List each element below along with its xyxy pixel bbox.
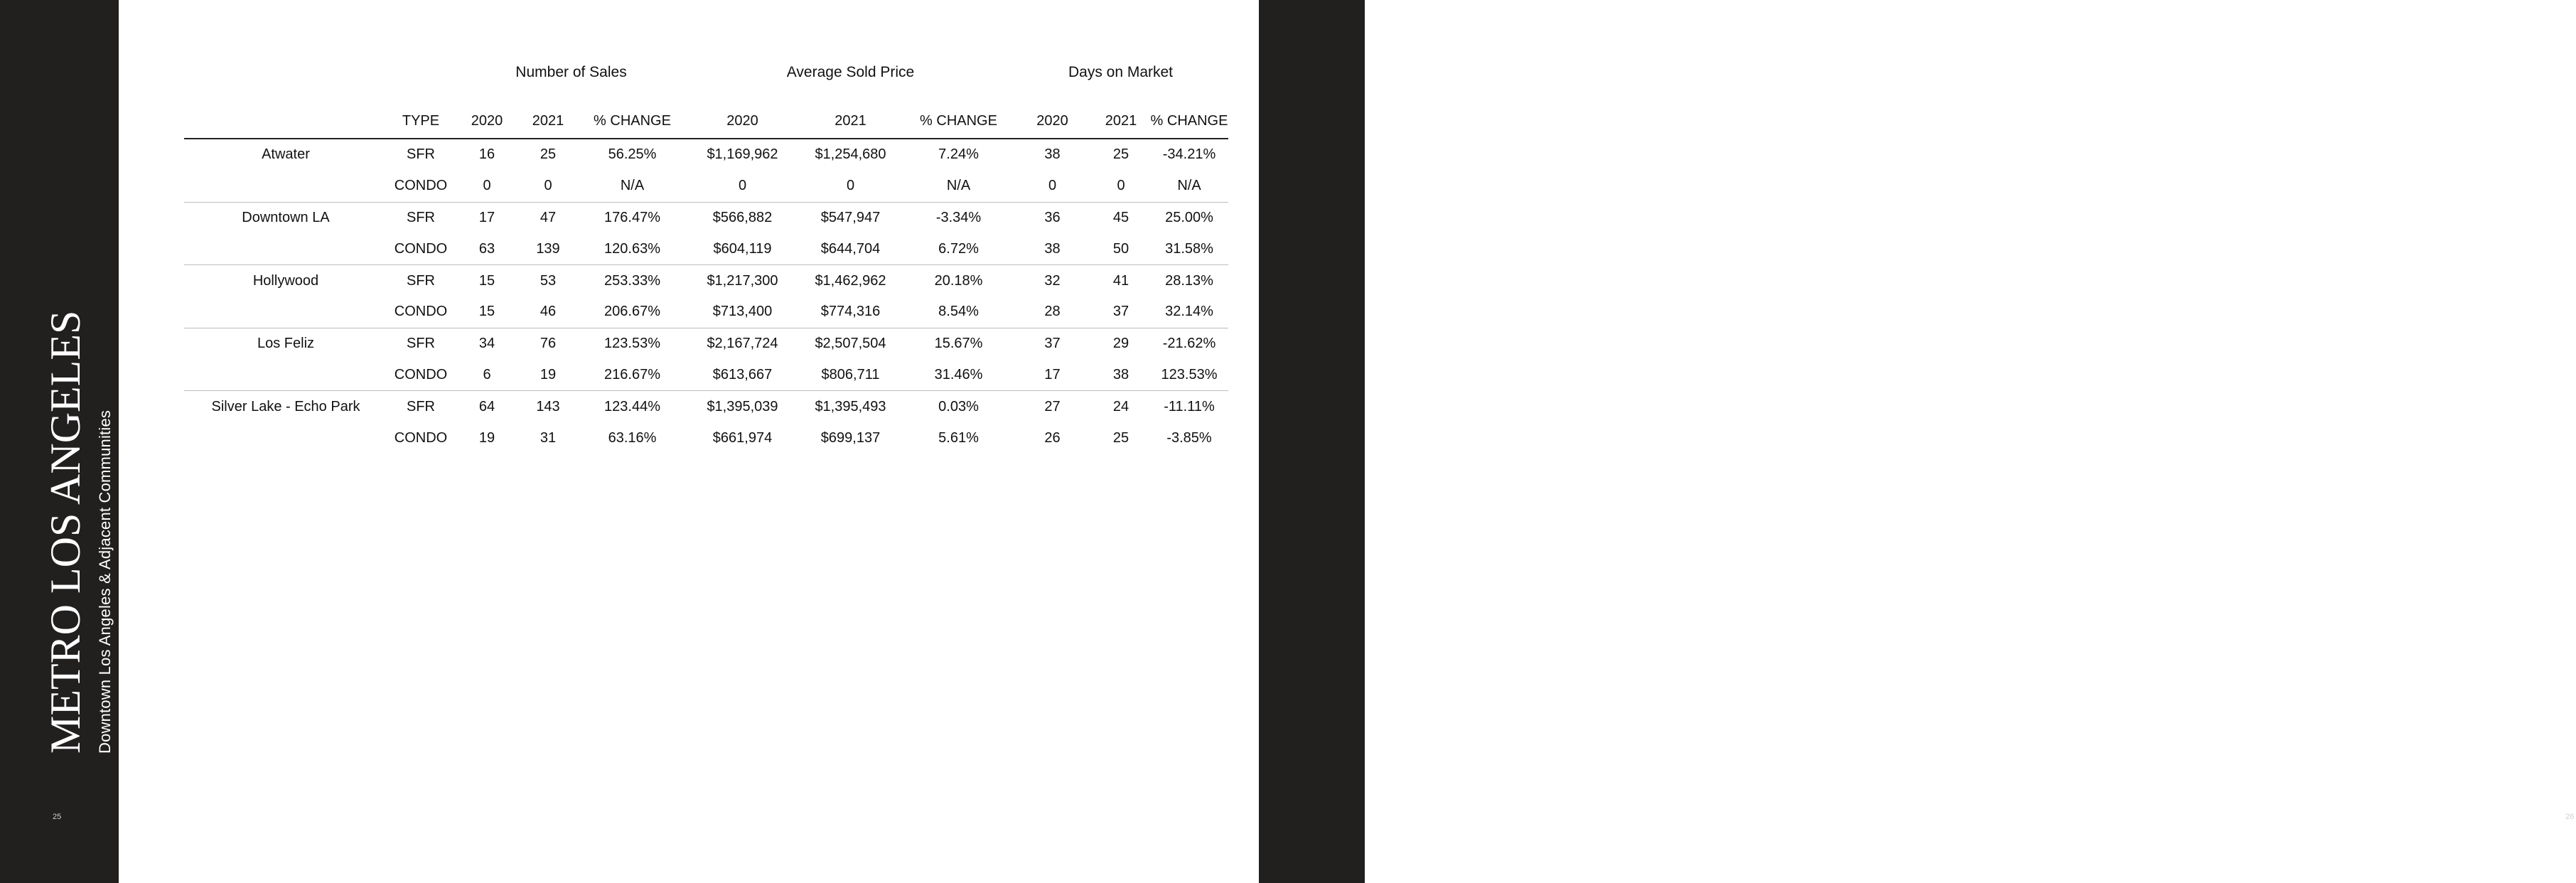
dom-2021: 37 [1112,304,1129,320]
dom-2020: 17 [1044,366,1061,382]
sales-change: 253.33% [576,265,688,296]
property-type: SFR [387,391,454,422]
sales-change: 123.53% [576,328,688,359]
price-2020: $713,400 [712,304,773,320]
table-row-downtown-la-condo [184,233,1228,264]
dom-2021: 0 [1117,178,1125,194]
page-number-left: 25 [53,813,62,821]
dom-2020: 36 [1013,202,1092,233]
report-title-vertical: COMPASS LOS ANGELES QUARTERLY MARKET (MIRCO) INSIGHTS REPORT [2567,253,2576,651]
dom-change: 25.00% [1150,202,1228,233]
sales-change: 120.63% [604,240,660,257]
dom-2020: 28 [1044,304,1061,320]
sales-change: 123.44% [576,391,688,422]
dom-2021: 50 [1112,240,1129,257]
right-sidebar [1259,0,2576,883]
dom-change: -3.85% [1166,429,1212,446]
column-header-area [184,105,387,139]
sales-change: N/A [620,178,645,194]
report-region-title: METRO LOS ANGELES [42,310,89,754]
market-stats-table [184,58,1228,454]
price-change: N/A [946,178,971,194]
sales-2020: 34 [454,328,520,359]
price-2021: $806,711 [821,366,880,382]
dom-2020: 32 [1013,265,1092,296]
dom-change: -34.21% [1162,146,1216,163]
table-row-hollywood-sfr [184,265,1228,296]
column-header-sales-change: % CHANGE [576,105,688,139]
price-2020: $566,882 [688,202,797,233]
group-header-sales: Number of Sales [515,64,627,80]
sales-2020: 17 [454,202,520,233]
sales-2021: 0 [544,178,552,194]
sales-2021: 25 [540,146,557,163]
sales-2020: 63 [478,240,495,257]
price-change: -3.34% [904,202,1013,233]
sales-2021: 31 [540,429,557,446]
dom-2021: 25 [1112,146,1129,163]
price-change: 5.61% [938,429,979,446]
price-2021: $1,462,962 [797,265,904,296]
price-change: 15.67% [904,328,1013,359]
dom-2021: 24 [1092,391,1150,422]
property-type: SFR [387,265,454,296]
sales-2020: 64 [454,391,520,422]
sales-2021: 76 [520,328,576,359]
column-header-dom-2020: 2020 [1013,105,1092,139]
column-header-sales-2020: 2020 [454,105,520,139]
area-name: Downtown LA [184,202,387,233]
dom-2021: 45 [1092,202,1150,233]
dom-change: N/A [1177,178,1201,194]
report-region-subtitle: Downtown Los Angeles & Adjacent Communities [96,410,114,754]
sales-change: 63.16% [608,429,657,446]
property-type: CONDO [394,240,448,257]
page-number-right: 26 [2565,813,2575,821]
dom-change: 28.13% [1150,265,1228,296]
sales-2020: 15 [478,304,495,320]
area-name: Los Feliz [184,328,387,359]
area-name [184,233,387,264]
sales-2021: 139 [536,240,560,257]
price-2021: $1,254,680 [815,146,886,163]
table-row-downtown-la-sfr [184,202,1228,233]
price-2020: $1,169,962 [707,146,778,163]
column-header-price-2020: 2020 [688,105,797,139]
sales-2020: 15 [454,265,520,296]
dom-change: 32.14% [1165,304,1213,320]
table-row-atwater-condo [184,171,1228,202]
sales-2020: 19 [478,429,495,446]
column-header-type: TYPE [387,105,454,139]
column-header-dom-2021: 2021 [1092,105,1150,139]
dom-2021: 25 [1112,429,1129,446]
property-type: SFR [387,202,454,233]
dom-2021: 41 [1092,265,1150,296]
area-name [184,296,387,328]
property-type: SFR [407,146,435,163]
table-row-silver-lake-sfr [184,391,1228,422]
price-2020: $613,667 [712,366,773,382]
dom-change: -21.62% [1150,328,1228,359]
area-name: Atwater [262,146,310,163]
area-name: Silver Lake - Echo Park [184,391,387,422]
dom-2020: 27 [1013,391,1092,422]
price-2021: $699,137 [820,429,881,446]
vertical-title-block [44,311,115,754]
group-header-price: Average Sold Price [786,64,915,80]
column-header-price-2021: 2021 [797,105,904,139]
column-header-row [184,105,1228,139]
dom-change: 31.58% [1165,240,1213,257]
sales-change: 206.67% [604,304,660,320]
empty-header-cell [184,58,387,87]
dom-change: 123.53% [1161,366,1218,382]
price-2020: $661,974 [712,429,773,446]
area-name [184,360,387,391]
area-name [184,422,387,454]
group-header-dom: Days on Market [1068,64,1174,80]
sales-2021: 143 [520,391,576,422]
table-row-silver-lake-condo [184,422,1228,454]
dom-2020: 37 [1013,328,1092,359]
property-type: CONDO [394,178,448,194]
sales-2021: 53 [520,265,576,296]
price-change: 20.18% [904,265,1013,296]
header-spacer [184,87,1228,105]
price-2021: $2,507,504 [797,328,904,359]
sales-2021: 46 [540,304,557,320]
price-2021: $547,947 [797,202,904,233]
price-2021: $644,704 [820,240,881,257]
column-header-dom-change: % CHANGE [1150,105,1228,139]
property-type: CONDO [394,304,448,320]
dom-2021: 38 [1112,366,1129,382]
sales-2021: 19 [540,366,557,382]
column-header-sales-2021: 2021 [520,105,576,139]
sales-2021: 47 [520,202,576,233]
dom-2020: 26 [1044,429,1061,446]
table-row-los-feliz-sfr [184,328,1228,359]
table-row-los-feliz-condo [184,360,1228,391]
price-change: 0.03% [904,391,1013,422]
dom-2021: 29 [1092,328,1150,359]
dom-2020: 38 [1044,146,1061,163]
dom-2020: 38 [1044,240,1061,257]
empty-header-cell [387,58,454,87]
sales-change: 56.25% [608,146,657,163]
area-name [184,171,387,202]
price-2021: $1,395,493 [797,391,904,422]
price-2020: 0 [738,178,747,194]
property-type: SFR [387,328,454,359]
price-2021: 0 [846,178,855,194]
price-change: 8.54% [938,304,979,320]
table-row-hollywood-condo [184,296,1228,328]
price-2021: $774,316 [820,304,881,320]
column-header-price-change: % CHANGE [904,105,1013,139]
area-name: Hollywood [184,265,387,296]
sales-2020: 16 [478,146,495,163]
property-type: CONDO [394,429,448,446]
price-2020: $1,217,300 [688,265,797,296]
left-sidebar [0,0,119,883]
sales-2020: 6 [483,366,491,382]
group-header-row [184,58,1228,87]
dom-change: -11.11% [1150,391,1228,422]
price-2020: $604,119 [713,240,772,257]
quarter-label: Q2 2021 [2567,61,2576,105]
price-change: 7.24% [938,146,979,163]
sales-change: 216.67% [604,366,660,382]
sales-change: 176.47% [576,202,688,233]
price-change: 6.72% [938,240,979,257]
property-type: CONDO [394,366,448,382]
price-2020: $1,395,039 [688,391,797,422]
price-2020: $2,167,724 [688,328,797,359]
table-row-atwater-sfr [184,139,1228,171]
price-change: 31.46% [934,366,983,382]
sales-2020: 0 [483,178,491,194]
dom-2020: 0 [1048,178,1057,194]
